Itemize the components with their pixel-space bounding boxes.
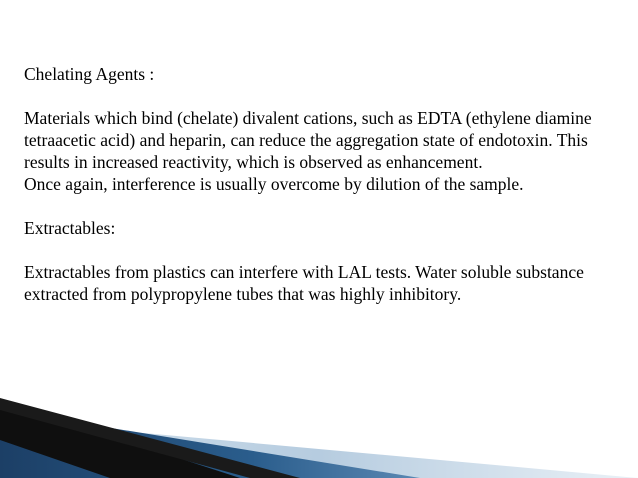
swoosh-light-band bbox=[0, 420, 638, 478]
blank-line bbox=[24, 239, 624, 261]
paragraph-chelating-description: Materials which bind (chelate) divalent cations, such as EDTA (ethylene diamine tetraacetic acid) and heparin, can reduce the aggregation state of endotoxin. This results in increased reactivity, which is observed as enhancement. bbox=[24, 108, 592, 172]
slide-text-box bbox=[24, 63, 624, 305]
swoosh-dark-edge bbox=[0, 398, 300, 478]
paragraph-extractables-description: Extractables from plastics can interfere with LAL tests. Water soluble substance extracted from polypropylene tubes that was highly inhibitory. bbox=[24, 262, 584, 304]
blank-line bbox=[24, 195, 624, 217]
heading-chelating-agents: Chelating Agents : bbox=[24, 64, 155, 84]
swoosh-dark-wedge bbox=[0, 400, 240, 478]
heading-extractables: Extractables: bbox=[24, 218, 116, 238]
swoosh-blue-band bbox=[0, 410, 420, 478]
paragraph-interference-dilution: Once again, interference is usually overcome by dilution of the sample. bbox=[24, 174, 524, 194]
blank-line bbox=[24, 85, 624, 107]
